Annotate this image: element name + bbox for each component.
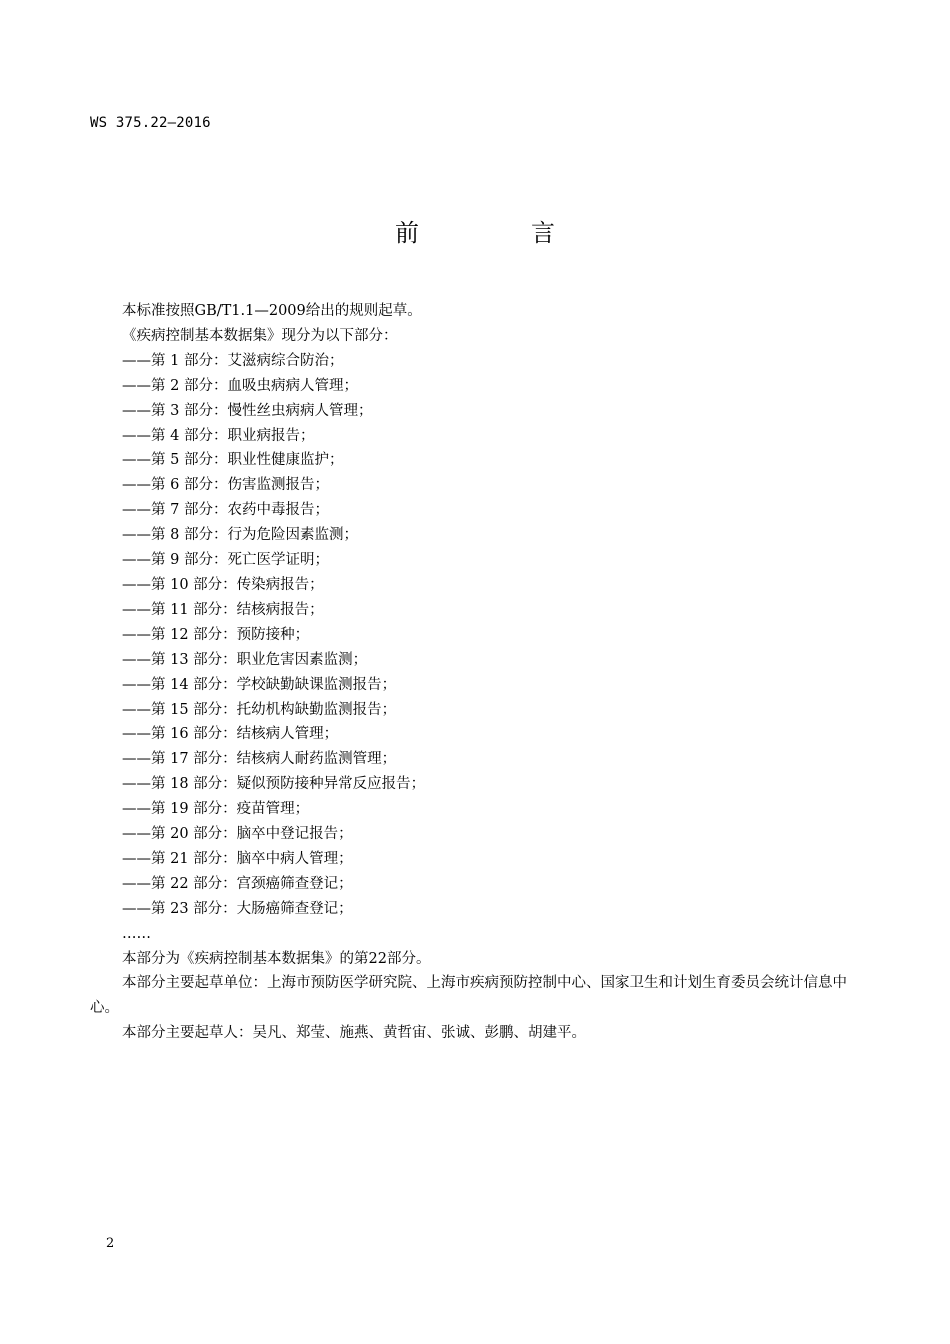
list-item: ——第 19 部分：疫苗管理； — [122, 801, 310, 818]
intro-paragraph: 本标准按照GB/T1.1—2009给出的规则起草。 — [122, 303, 422, 319]
list-item: ——第 10 部分：传染病报告； — [122, 576, 324, 593]
list-item: ——第 21 部分：脑卒中病人管理； — [122, 850, 353, 867]
list-item: ——第 6 部分：伤害监测报告； — [122, 477, 329, 494]
list-item: ——第 1 部分：艾滋病综合防治； — [122, 352, 344, 369]
list-item: ——第 4 部分：职业病报告； — [122, 427, 315, 444]
list-item: ——第 5 部分：职业性健康监护； — [122, 452, 344, 469]
list-item: ——第 13 部分：职业危害因素监测； — [122, 651, 368, 668]
list-item: ——第 11 部分：结核病报告； — [122, 601, 324, 618]
page-title: 前 言 — [395, 219, 599, 247]
intro-paragraph: 《疾病控制基本数据集》现分为以下部分： — [122, 327, 398, 344]
list-item: ——第 16 部分：结核病人管理； — [122, 726, 339, 743]
list-item: ——第 2 部分：血吸虫病病人管理； — [122, 377, 358, 394]
document-body — [90, 299, 850, 1046]
closing-paragraph: 本部分为《疾病控制基本数据集》的第22部分。 — [122, 950, 431, 967]
parts-list — [90, 349, 850, 947]
list-item: ——第 8 部分：行为危险因素监测； — [122, 527, 358, 544]
list-item: ——第 20 部分：脑卒中登记报告； — [122, 826, 353, 843]
page-number: 2 — [106, 1236, 115, 1251]
standard-code: WS 375.22—2016 — [90, 115, 211, 131]
list-item: ——第 18 部分：疑似预防接种异常反应报告； — [122, 776, 426, 793]
list-item: ——第 14 部分：学校缺勤缺课监测报告； — [122, 676, 397, 693]
list-item: ——第 17 部分：结核病人耐药监测管理； — [122, 751, 397, 768]
drafters-paragraph: 本部分主要起草人：吴凡、郑莹、施燕、黄哲宙、张诚、彭鹏、胡建平。 — [122, 1025, 586, 1042]
drafting-units-paragraph: 本部分主要起草单位：上海市预防医学研究院、上海市疾病预防控制中心、国家卫生和计划生育委员会统计信息中心。 — [90, 975, 847, 1017]
list-item: ——第 15 部分：托幼机构缺勤监测报告； — [122, 701, 397, 718]
list-item: ——第 3 部分：慢性丝虫病病人管理； — [122, 402, 373, 419]
list-item: ——第 9 部分：死亡医学证明； — [122, 552, 329, 569]
list-item: ——第 7 部分：农药中毒报告； — [122, 502, 329, 519]
list-item: ——第 23 部分：大肠癌筛查登记； — [122, 900, 353, 917]
list-item: ——第 12 部分：预防接种； — [122, 626, 310, 643]
list-item: ——第 22 部分：宫颈癌筛查登记； — [122, 875, 353, 892]
list-ellipsis: …… — [122, 925, 151, 942]
